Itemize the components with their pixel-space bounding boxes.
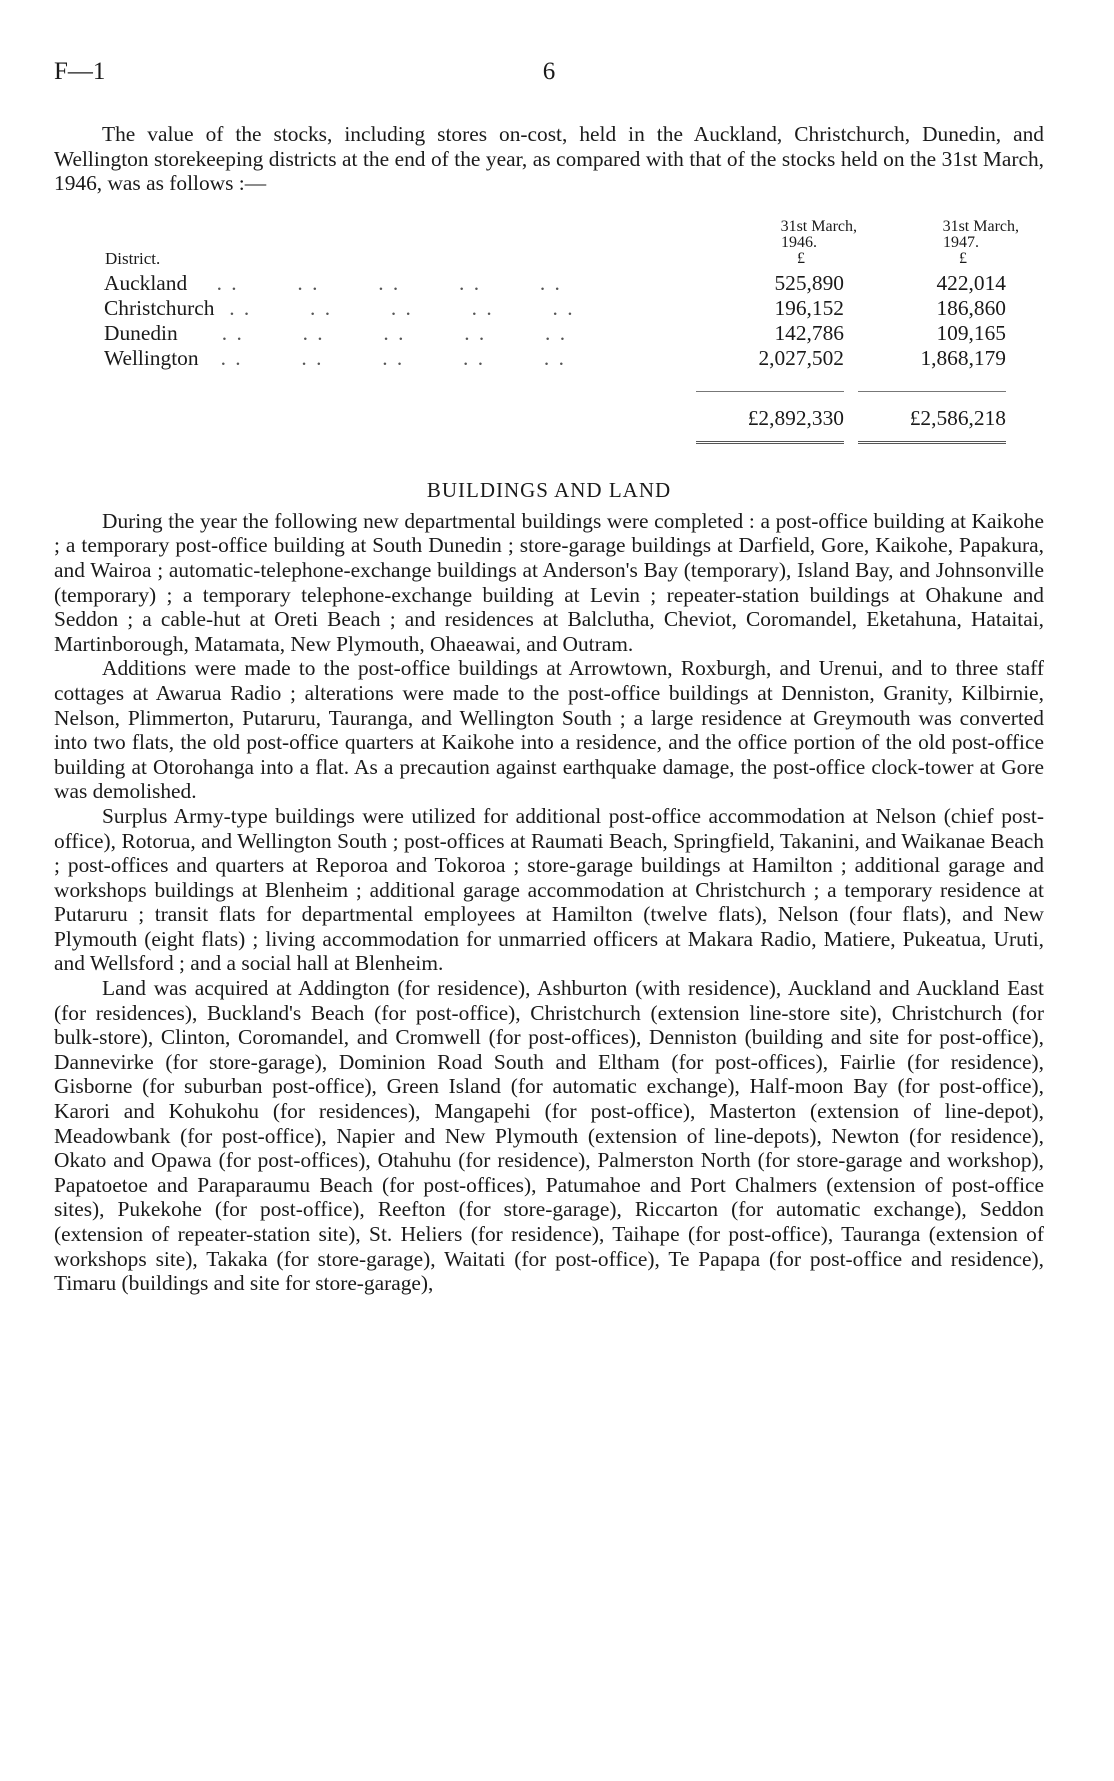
district-cell [104, 271, 696, 296]
district-cell [104, 321, 696, 346]
page-number: 6 [542, 58, 556, 85]
table-total-row [104, 371, 1020, 454]
dot-leaders: . . . . . . . . . . [187, 270, 562, 295]
column-header-1946 [696, 218, 858, 271]
value-1947: 186,860 [936, 295, 1006, 320]
total-1946: £2,892,330 [696, 391, 844, 444]
table-row [104, 321, 1020, 346]
paragraph-additions: Additions were made to the post-office buildings at Arrowtown, Roxburgh, and Urenui, and to three staff cottages at Awarua Radio ; alterations were made to the post-office buildings at Denniston, Granity, Kilbirnie, Nelson, Plimmerton, Putaruru, Tauranga, and Wellington South ; a large residence at Greymouth was converted into two flats, the old post-office quarters at Kaikohe into a residence, and the office portion of the old post-office building at Otorohanga into a flat. As a precaution against earthquake damage, the post-office clock-tower at Gore was demolished. [54, 656, 1044, 804]
column-header-district: District. [105, 248, 161, 268]
table-row [104, 271, 1020, 296]
table-row [104, 296, 1020, 321]
value-1946: 142,786 [774, 320, 844, 345]
column-header-1946-unit: £ [797, 249, 805, 267]
paragraph-new-buildings: During the year the following new departmental buildings were completed : a post-office building at Kaikohe ; a temporary post-office building at South Dunedin ; store-garage buildings at Darfield, Gore, Kaikohe, Papakura, and Wairoa ; automatic-telephone-exchange buildings at Anderson's Bay (temporary), Island Bay, and Johnsonville (temporary) ; a temporary telephone-exchange building at Levin ; repeater-station buildings at Ohakune and Seddon ; a cable-hut at Oreti Beach ; and residences at Balclutha, Cheviot, Coromandel, Eketahuna, Hataitai, Martinborough, Matamata, New Plymouth, Ohaeawai, and Outram. [54, 508, 1044, 656]
district-name: Christchurch [104, 295, 215, 320]
value-1946: 525,890 [774, 270, 844, 295]
column-header-1947-unit: £ [959, 249, 967, 267]
district-cell [104, 346, 696, 371]
intro-paragraph: The value of the stocks, including stores on-cost, held in the Auckland, Christchurch, Dunedin, and Wellington storekeeping districts at the end of the year, as compared with that of the stocks held on the 31st March, 1946, was as follows :— [54, 122, 1044, 196]
dot-leaders: . . . . . . . . . . [177, 320, 568, 345]
district-cell [104, 296, 696, 321]
district-name: Auckland [104, 270, 188, 295]
column-header-1947-line1: 31st March, [942, 217, 1019, 235]
column-header-1946-line2: 1946. [781, 233, 817, 251]
total-1947: £2,586,218 [858, 391, 1006, 444]
value-1947: 109,165 [936, 320, 1006, 345]
dot-leaders: . . . . . . . . . . [214, 295, 575, 320]
paragraph-land-acquired: Land was acquired at Addington (for residence), Ashburton (with residence), Auckland and Auckland East (for residences), Buckland's Beach (for post-office), Christchurch (extension line-store site), Christchurch (for bulk-store), Clinton, Coromandel, and Cromwell (for post-offices), Denniston (building and site for post-office), Dannevirke (for store-garage), Dominion Road South and Eltham (for post-offices), Fairlie (for residence), Gisborne (for suburban post-office), Green Island (for automatic exchange), Half-moon Bay (for post-office), Karori and Kohukohu (for residences), Mangapehi (for post-office), Masterton (extension of line-depot), Meadowbank (for post-office), Napier and New Plymouth (extension of line-depots), Newton (for residence), Okato and Opawa (for post-offices), Otahuhu (for residence), Palmerston North (for store-garage and workshop), Papatoetoe and Paraparaumu Beach (for post-offices), Patumahoe and Port Chalmers (extension of post-office sites), Pukekohe (for post-office), Reefton (for store-garage), Riccarton (for automatic exchange), Seddon (extension of repeater-station site), St. Heliers (for residence), Taihape (for post-office), Tauranga (extension of workshops site), Takaka (for store-garage), Waitati (for post-office), Te Papapa (for post-office and residence), Timaru (buildings and site for store-garage), [54, 976, 1044, 1296]
section-heading: BUILDINGS AND LAND [426, 477, 672, 502]
column-header-1946-line1: 31st March, [780, 217, 857, 235]
dot-leaders: . . . . . . . . . . [198, 345, 566, 370]
document-page [54, 58, 1044, 1296]
district-name: Dunedin [104, 320, 178, 345]
table-row [104, 346, 1020, 371]
report-reference: F—1 [54, 58, 106, 85]
running-header [54, 58, 1044, 98]
value-1947: 422,014 [936, 270, 1006, 295]
column-header-1947 [858, 218, 1020, 271]
value-1946: 2,027,502 [758, 345, 844, 370]
value-1946: 196,152 [774, 295, 844, 320]
column-header-1947-line2: 1947. [943, 233, 979, 251]
table-header-row [104, 218, 1020, 271]
district-name: Wellington [104, 345, 199, 370]
value-1947: 1,868,179 [920, 345, 1006, 370]
paragraph-surplus-buildings: Surplus Army-type buildings were utilized for additional post-office accommodation at Nelson (chief post-office), Rotorua, and Wellington South ; post-offices at Raumati Beach, Springfield, Takanini, and Waikanae Beach ; post-offices and quarters at Reporoa and Tokoroa ; store-garage buildings at Hamilton ; additional garage and workshops buildings at Blenheim ; additional garage accommodation at Christchurch ; a temporary residence at Putaruru ; transit flats for departmental employees at Hamilton (twelve flats), Nelson (four flats), and New Plymouth (eight flats) ; living accommodation for unmarried officers at Makara Radio, Matiere, Pukeatua, Uruti, and Wellsford ; and a social hall at Blenheim. [54, 803, 1044, 976]
stocks-table [104, 218, 1020, 454]
